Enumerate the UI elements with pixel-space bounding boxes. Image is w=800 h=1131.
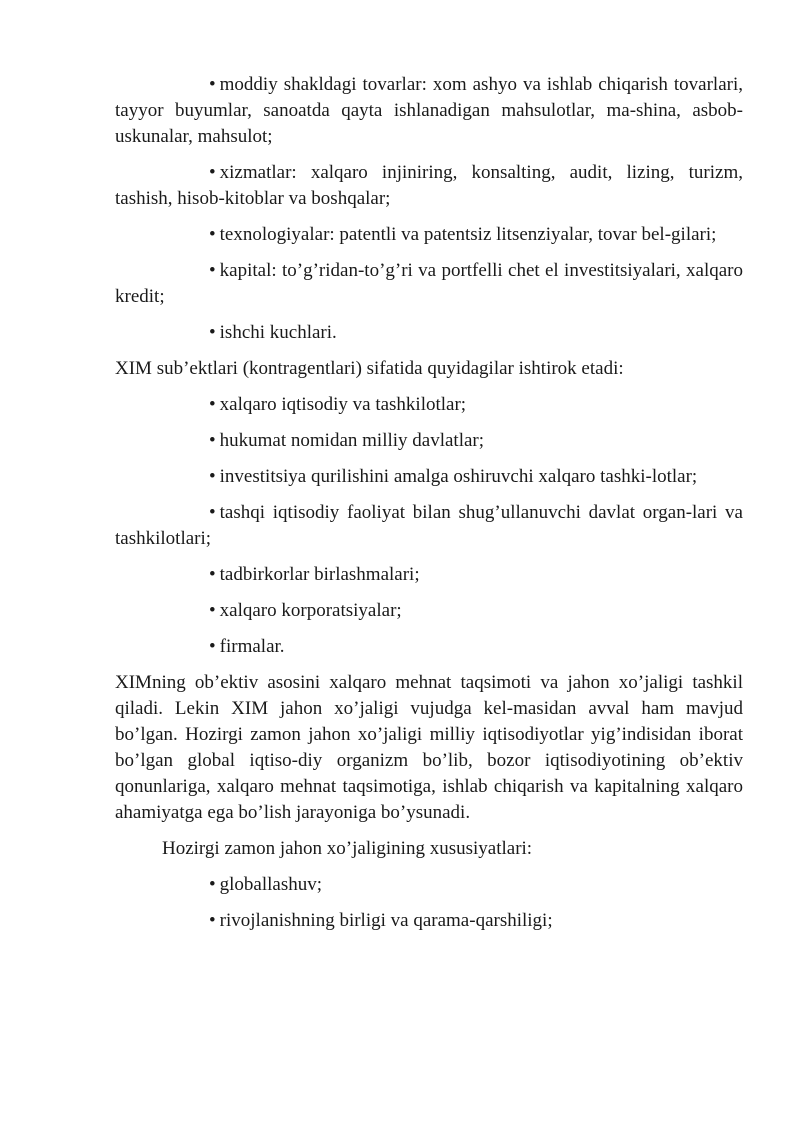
- bullet-icon: •: [209, 600, 216, 621]
- paragraph-text: XIM sub’ektlari (kontragentlari) sifatida quyidagilar ishtirok etadi:: [115, 358, 624, 379]
- bullet-item: [115, 500, 743, 552]
- bullet-text: xalqaro korporatsiyalar;: [219, 600, 402, 621]
- bullet-item: [115, 258, 743, 310]
- bullet-item: [115, 634, 743, 660]
- bullet-item: [115, 428, 743, 454]
- bullet-item: [115, 872, 743, 898]
- bullet-icon: •: [209, 394, 216, 415]
- bullet-item: [115, 908, 743, 934]
- bullet-text: investitsiya qurilishini amalga oshiruvchi xalqaro tashki-lotlar;: [219, 466, 698, 487]
- bullet-text: tadbirkorlar birlashmalari;: [219, 564, 420, 585]
- paragraph: [115, 670, 743, 826]
- bullet-text: rivojlanishning birligi va qarama-qarshiligi;: [219, 910, 553, 931]
- bullet-text: moddiy shakldagi tovarlar: xom ashyo va ishlab chiqarish tovarlari, tayyor buyumlar, sanoatda qayta ishlanadigan mahsulotlar, ma-shina, asbob-uskunalar, mahsulot;: [115, 74, 743, 147]
- paragraph-text: XIMning ob’ektiv asosini xalqaro mehnat taqsimoti va jahon xo’jaligi tashkil qiladi. Lekin XIM jahon xo’jaligi vujudga kel-masidan avval ham mavjud bo’lgan. Hozirgi zamon jahon xo’jaligi milliy iqtisodiyotlar yig’indisidan iborat bo’lgan global iqtiso-diy organizm bo’lib, bozor iqtisodiyotining ob’ektiv qonunlariga, xalqaro mehnat taqsimotiga, ishlab chiqarish va kapitalning xalqaro ahamiyatga ega bo’lish jarayoniga bo’ysunadi.: [115, 672, 743, 823]
- bullet-text: xizmatlar: xalqaro injiniring, konsalting, audit, lizing, turizm, tashish, hisob-kitoblar va boshqalar;: [115, 162, 743, 209]
- bullet-icon: •: [209, 162, 216, 183]
- bullet-icon: •: [209, 260, 216, 281]
- paragraph-text: Hozirgi zamon jahon xo’jaligining xususiyatlari:: [162, 838, 533, 859]
- bullet-text: globallashuv;: [219, 874, 323, 895]
- bullet-item: [115, 562, 743, 588]
- bullet-icon: •: [209, 564, 216, 585]
- paragraph: [115, 836, 743, 862]
- bullet-item: [115, 320, 743, 346]
- bullet-icon: •: [209, 910, 216, 931]
- bullet-text: tashqi iqtisodiy faoliyat bilan shug’ullanuvchi davlat organ-lari va tashkilotlari;: [115, 502, 743, 549]
- bullet-icon: •: [209, 74, 216, 95]
- bullet-text: kapital: to’g’ridan-to’g’ri va portfelli chet el investitsiyalari, xalqaro kredit;: [115, 260, 743, 307]
- bullet-item: [115, 160, 743, 212]
- document-body: [115, 72, 743, 944]
- bullet-item: [115, 392, 743, 418]
- bullet-icon: •: [209, 636, 216, 657]
- bullet-icon: •: [209, 322, 216, 343]
- bullet-icon: •: [209, 874, 216, 895]
- bullet-text: xalqaro iqtisodiy va tashkilotlar;: [219, 394, 467, 415]
- bullet-icon: •: [209, 466, 216, 487]
- bullet-icon: •: [209, 224, 216, 245]
- bullet-text: hukumat nomidan milliy davlatlar;: [219, 430, 485, 451]
- paragraph: [115, 356, 743, 382]
- bullet-item: [115, 222, 743, 248]
- bullet-icon: •: [209, 502, 216, 523]
- bullet-item: [115, 464, 743, 490]
- bullet-icon: •: [209, 430, 216, 451]
- bullet-item: [115, 598, 743, 624]
- bullet-text: firmalar.: [219, 636, 285, 657]
- bullet-item: [115, 72, 743, 150]
- bullet-text: texnologiyalar: patentli va patentsiz litsenziyalar, tovar bel-gilari;: [219, 224, 717, 245]
- bullet-text: ishchi kuchlari.: [219, 322, 337, 343]
